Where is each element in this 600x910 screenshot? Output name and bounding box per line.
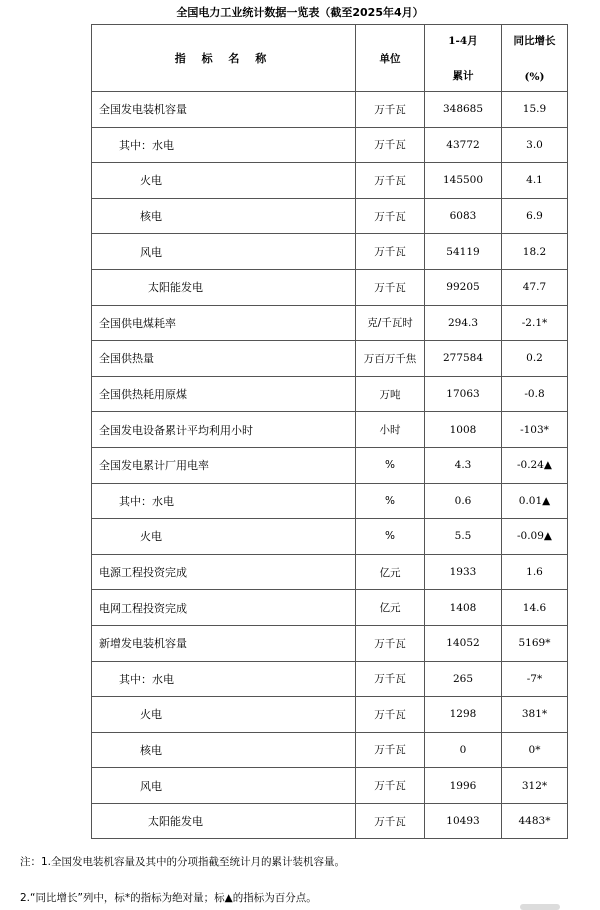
row-name: 全国供热量 — [92, 341, 356, 377]
table-row — [92, 127, 568, 163]
table-row — [92, 163, 568, 199]
row-name: 全国发电累计厂用电率 — [92, 447, 356, 483]
table-row — [92, 697, 568, 733]
table-row — [92, 269, 568, 305]
row-unit: 克/千瓦时 — [356, 305, 425, 341]
row-cumulative-value: 1008 — [425, 412, 502, 448]
row-name: 全国供热耗用原煤 — [92, 376, 356, 412]
header-yoy-unit: (%) — [524, 71, 545, 83]
row-yoy-growth: -2.1* — [502, 305, 568, 341]
row-name: 全国发电装机容量 — [92, 92, 356, 128]
header-yoy-label: 同比增长 — [513, 35, 556, 47]
row-unit: % — [356, 519, 425, 555]
row-yoy-growth: -7* — [502, 661, 568, 697]
row-unit: 万千瓦 — [356, 198, 425, 234]
row-name: 核电 — [92, 732, 356, 768]
row-name: 其中：水电 — [92, 483, 356, 519]
row-unit: 亿元 — [356, 590, 425, 626]
table-row — [92, 768, 568, 804]
row-yoy-growth: 18.2 — [502, 234, 568, 270]
header-yoy — [502, 25, 568, 92]
header-cumulative-period: 1-4月 — [448, 35, 478, 47]
table-row — [92, 519, 568, 555]
row-name: 其中：水电 — [92, 127, 356, 163]
row-yoy-growth: 4483* — [502, 803, 568, 839]
row-name: 全国供电煤耗率 — [92, 305, 356, 341]
table-row — [92, 803, 568, 839]
row-cumulative-value: 294.3 — [425, 305, 502, 341]
row-unit: 万千瓦 — [356, 269, 425, 305]
row-yoy-growth: 0.2 — [502, 341, 568, 377]
row-cumulative-value: 1408 — [425, 590, 502, 626]
row-name: 其中：水电 — [92, 661, 356, 697]
row-yoy-growth: 312* — [502, 768, 568, 804]
row-yoy-growth: -0.09▲ — [502, 519, 568, 555]
table-header-row — [92, 25, 568, 92]
table-row — [92, 92, 568, 128]
row-cumulative-value: 54119 — [425, 234, 502, 270]
row-name: 风电 — [92, 768, 356, 804]
row-name: 全国发电设备累计平均利用小时 — [92, 412, 356, 448]
table-row — [92, 234, 568, 270]
footnote-1: 注：1.全国发电装机容量及其中的分项指截至统计月的累计装机容量。 — [20, 856, 346, 868]
row-name: 新增发电装机容量 — [92, 625, 356, 661]
footnote-2: 2.“同比增长”列中，标*的指标为绝对量；标▲的指标为百分点。 — [20, 892, 317, 904]
row-yoy-growth: 3.0 — [502, 127, 568, 163]
row-name: 火电 — [92, 519, 356, 555]
row-unit: 万千瓦 — [356, 732, 425, 768]
row-cumulative-value: 17063 — [425, 376, 502, 412]
table-row — [92, 625, 568, 661]
table-row — [92, 447, 568, 483]
row-yoy-growth: 15.9 — [502, 92, 568, 128]
row-cumulative-value: 43772 — [425, 127, 502, 163]
table-row — [92, 341, 568, 377]
row-cumulative-value: 10493 — [425, 803, 502, 839]
row-unit: 万千瓦 — [356, 92, 425, 128]
row-yoy-growth: 0.01▲ — [502, 483, 568, 519]
row-unit: % — [356, 447, 425, 483]
row-name: 火电 — [92, 697, 356, 733]
row-yoy-growth: 0* — [502, 732, 568, 768]
row-unit: 万千瓦 — [356, 697, 425, 733]
row-yoy-growth: -0.24▲ — [502, 447, 568, 483]
header-cumulative-label: 累计 — [452, 70, 474, 82]
row-unit: 万千瓦 — [356, 803, 425, 839]
row-cumulative-value: 0.6 — [425, 483, 502, 519]
row-yoy-growth: 381* — [502, 697, 568, 733]
row-cumulative-value: 99205 — [425, 269, 502, 305]
row-unit: 万千瓦 — [356, 768, 425, 804]
watermark-smudge — [520, 904, 560, 910]
row-yoy-growth: -103* — [502, 412, 568, 448]
row-unit: 万千瓦 — [356, 625, 425, 661]
row-cumulative-value: 0 — [425, 732, 502, 768]
table-row — [92, 198, 568, 234]
row-name: 风电 — [92, 234, 356, 270]
row-unit: 万千瓦 — [356, 234, 425, 270]
table-row — [92, 554, 568, 590]
row-unit: 万千瓦 — [356, 127, 425, 163]
row-cumulative-value: 5.5 — [425, 519, 502, 555]
row-cumulative-value: 1933 — [425, 554, 502, 590]
row-name: 电网工程投资完成 — [92, 590, 356, 626]
row-cumulative-value: 145500 — [425, 163, 502, 199]
row-unit: 万百万千焦 — [356, 341, 425, 377]
row-unit: 万千瓦 — [356, 661, 425, 697]
row-yoy-growth: 14.6 — [502, 590, 568, 626]
row-cumulative-value: 265 — [425, 661, 502, 697]
row-yoy-growth: 47.7 — [502, 269, 568, 305]
row-yoy-growth: 5169* — [502, 625, 568, 661]
table-row — [92, 661, 568, 697]
header-indicator-name: 指 标 名 称 — [92, 25, 356, 92]
row-unit: 万吨 — [356, 376, 425, 412]
row-name: 电源工程投资完成 — [92, 554, 356, 590]
row-yoy-growth: 1.6 — [502, 554, 568, 590]
row-cumulative-value: 4.3 — [425, 447, 502, 483]
row-unit: % — [356, 483, 425, 519]
row-yoy-growth: 6.9 — [502, 198, 568, 234]
row-name: 太阳能发电 — [92, 269, 356, 305]
table-row — [92, 412, 568, 448]
row-yoy-growth: -0.8 — [502, 376, 568, 412]
row-cumulative-value: 1298 — [425, 697, 502, 733]
row-name: 核电 — [92, 198, 356, 234]
row-cumulative-value: 348685 — [425, 92, 502, 128]
row-cumulative-value: 14052 — [425, 625, 502, 661]
row-unit: 亿元 — [356, 554, 425, 590]
table-row — [92, 376, 568, 412]
row-yoy-growth: 4.1 — [502, 163, 568, 199]
row-cumulative-value: 1996 — [425, 768, 502, 804]
table-title: 全国电力工业统计数据一览表（截至2025年4月） — [176, 6, 424, 19]
row-unit: 小时 — [356, 412, 425, 448]
table-row — [92, 483, 568, 519]
row-unit: 万千瓦 — [356, 163, 425, 199]
table-row — [92, 305, 568, 341]
header-cumulative — [425, 25, 502, 92]
statistics-table — [91, 24, 568, 839]
row-cumulative-value: 6083 — [425, 198, 502, 234]
table-row — [92, 590, 568, 626]
row-name: 太阳能发电 — [92, 803, 356, 839]
header-unit: 单位 — [356, 25, 425, 92]
row-cumulative-value: 277584 — [425, 341, 502, 377]
table-row — [92, 732, 568, 768]
row-name: 火电 — [92, 163, 356, 199]
